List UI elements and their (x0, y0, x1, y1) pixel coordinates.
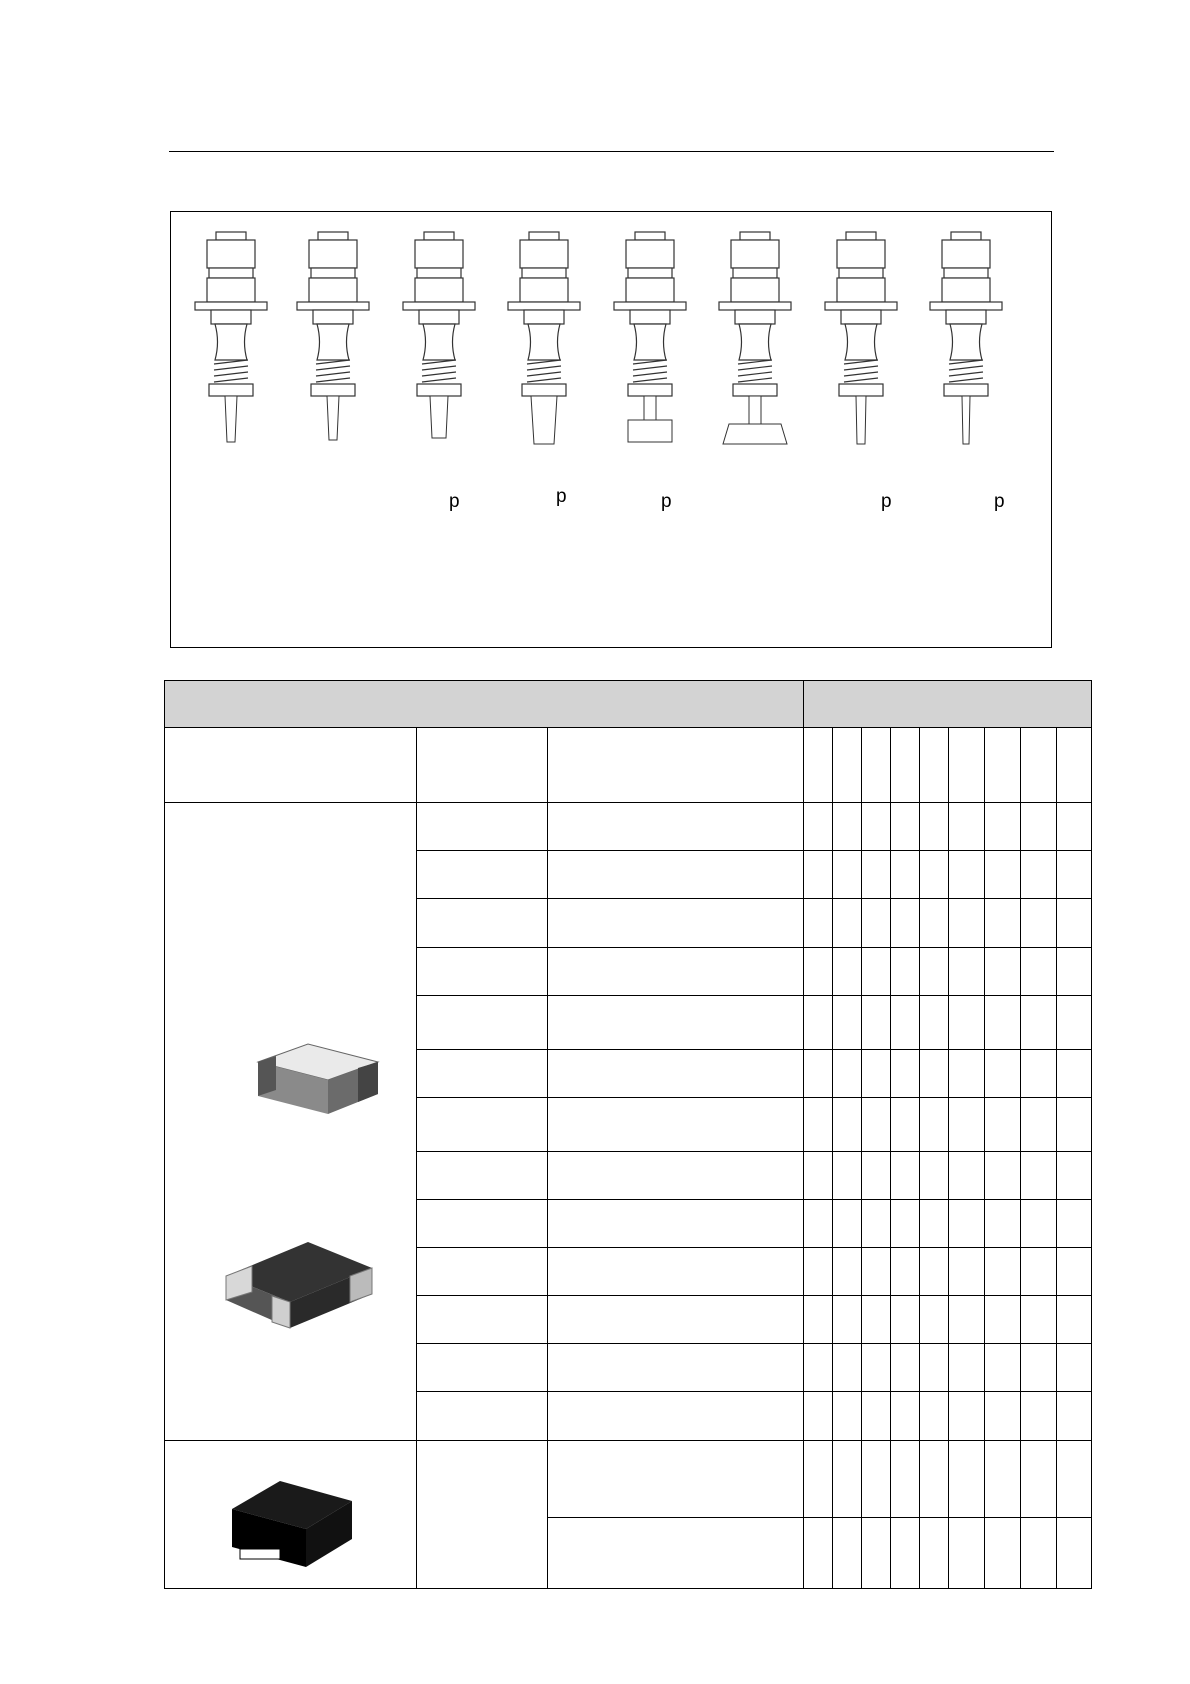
nozzle-6-icon (719, 232, 791, 444)
nozzle-5-icon (614, 232, 686, 442)
nozzle-4-icon (508, 232, 580, 444)
chip-resistor-icon (238, 1040, 383, 1120)
header-component (165, 681, 804, 728)
nozzle-8-label: p (994, 491, 1005, 512)
nozzle-3-label: p (449, 491, 460, 512)
nozzle-7-icon (825, 232, 897, 444)
nozzle-1-icon (195, 232, 267, 442)
nozzle-compatibility-table (164, 680, 1092, 1589)
nozzle-drawings (171, 212, 1051, 472)
nozzle-8-icon (930, 232, 1002, 444)
nozzle-3-icon (403, 232, 475, 438)
top-rule (169, 151, 1054, 152)
nozzle-5-label: p (661, 491, 672, 512)
molded-package-icon (222, 1475, 362, 1570)
nozzle-4-label: p (556, 486, 567, 507)
nozzle-7-label: p (881, 491, 892, 512)
nozzle-panel (170, 211, 1052, 648)
header-nozzle (804, 681, 1092, 728)
nozzle-2-icon (297, 232, 369, 440)
chip-component-cell (165, 803, 417, 1440)
chip-capacitor-icon (218, 1236, 378, 1331)
